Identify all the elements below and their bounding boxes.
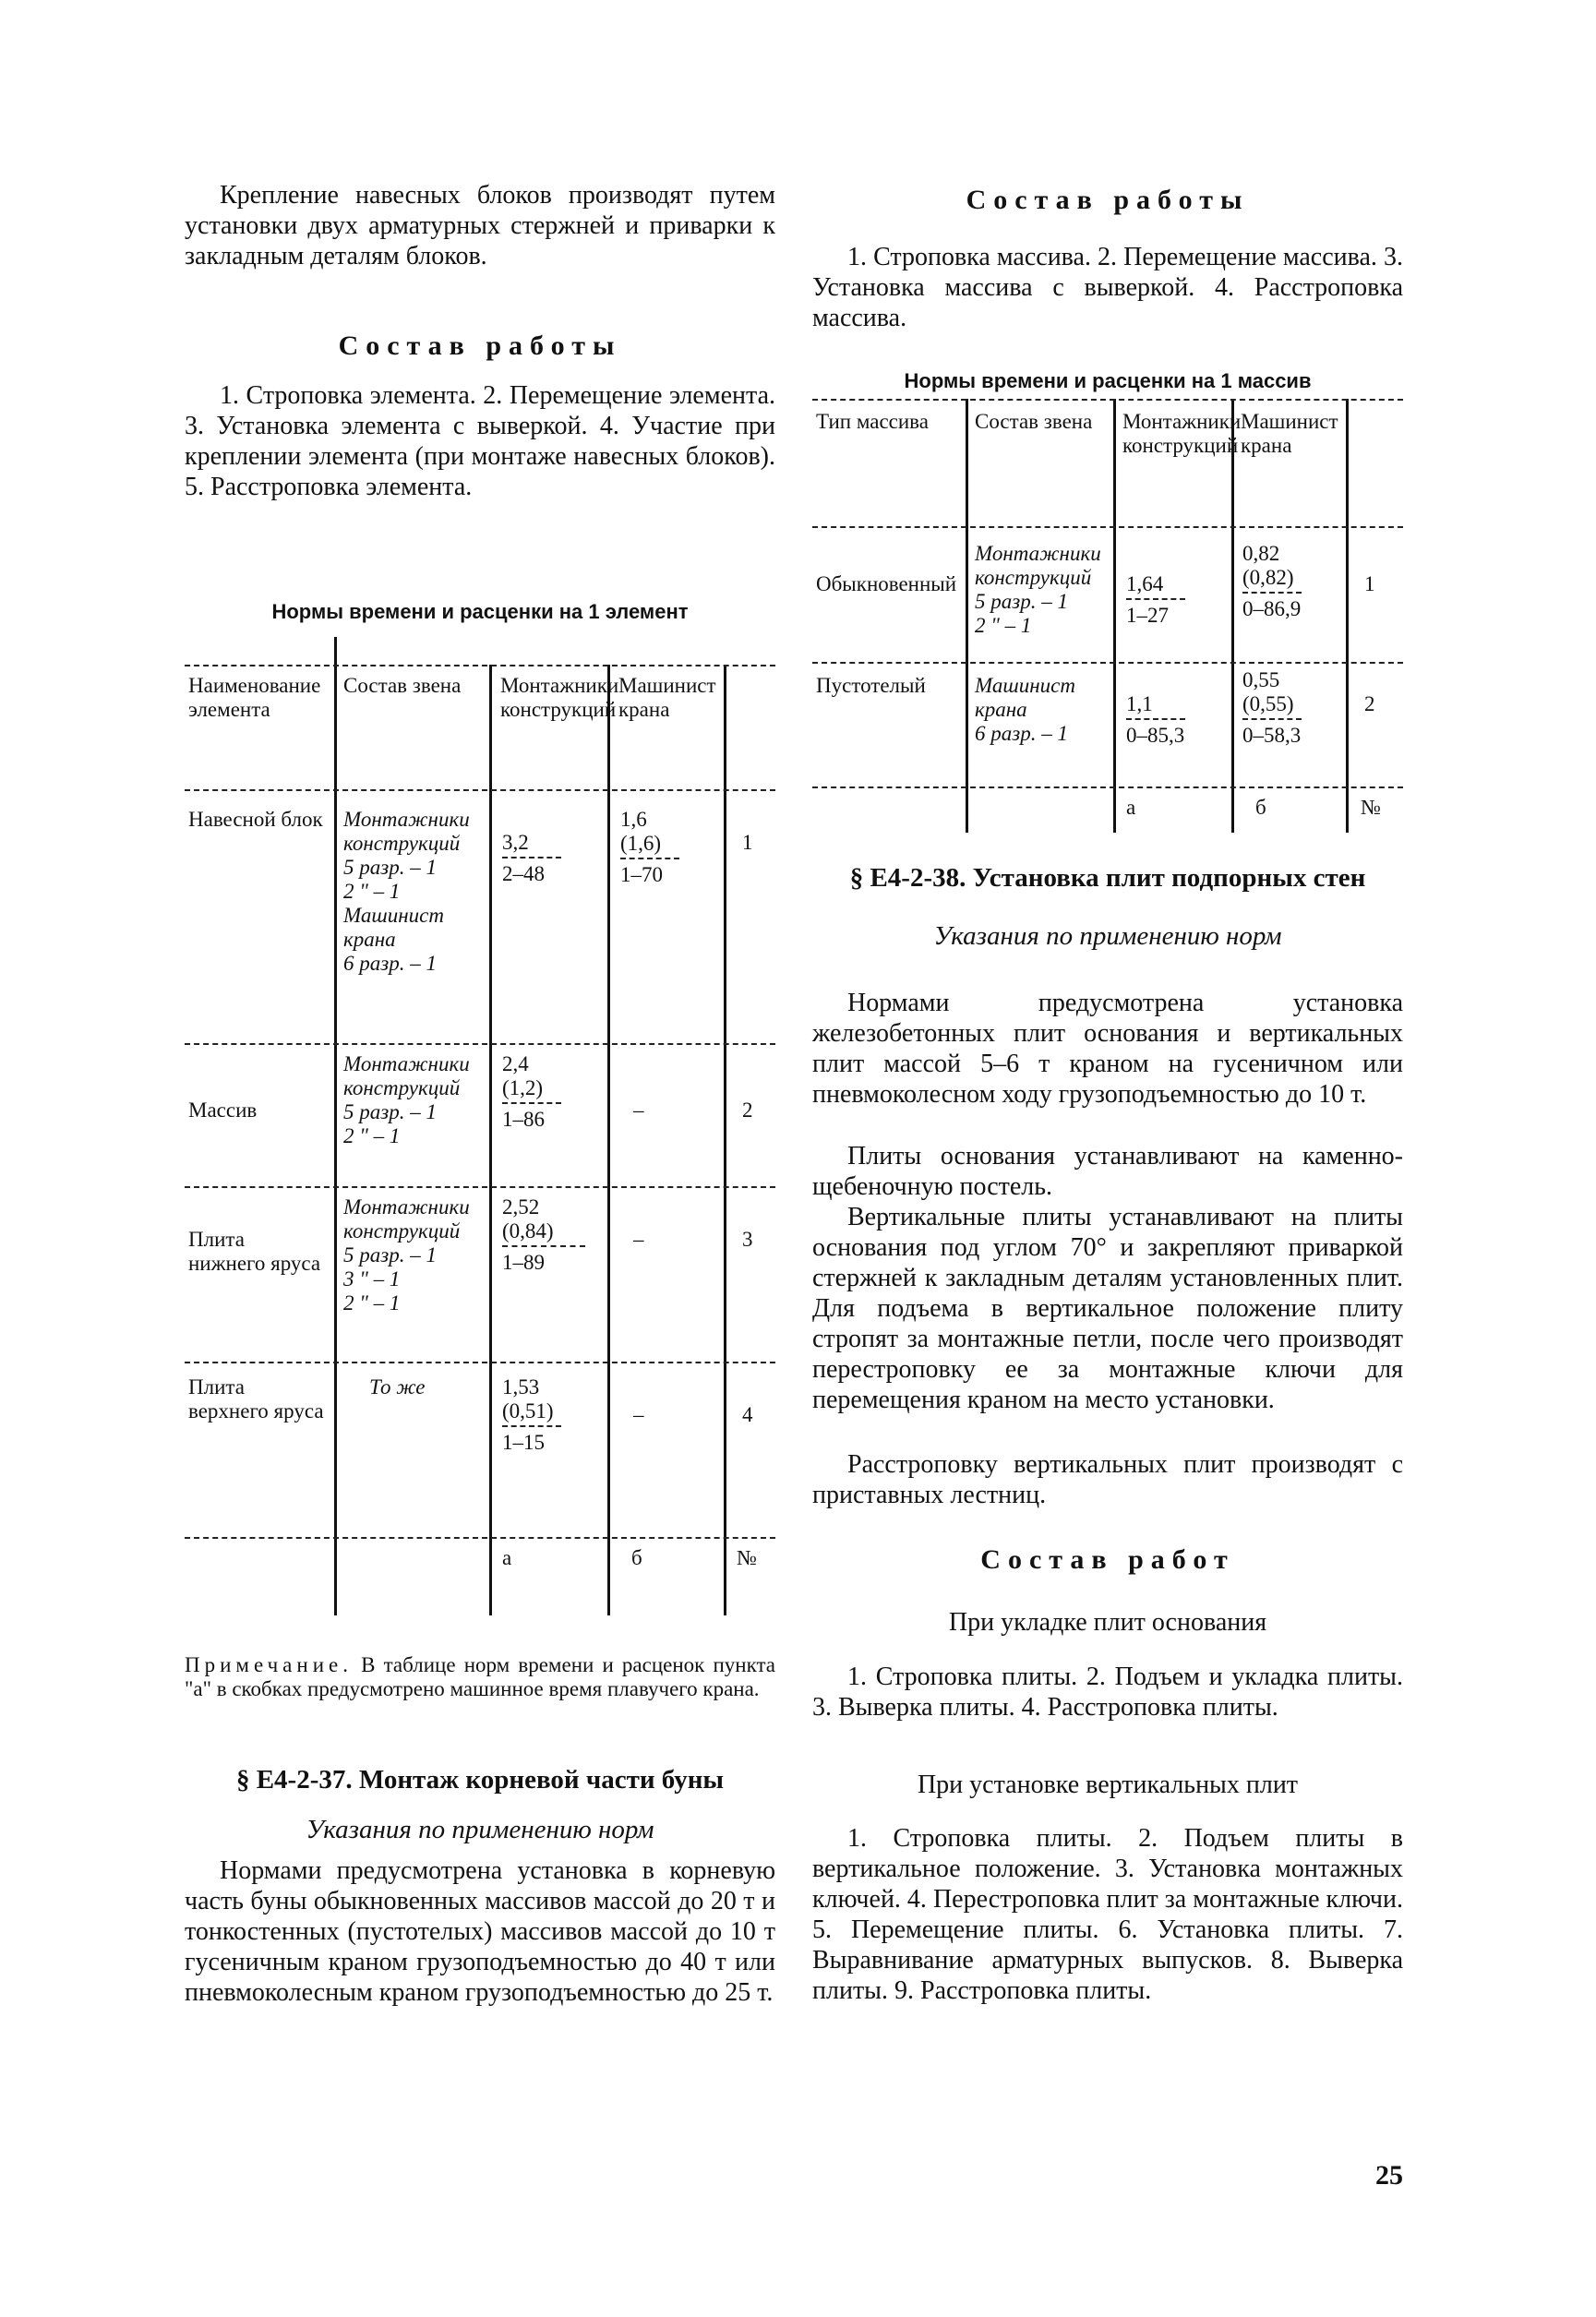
section-subtitle-left: Указания по применению норм	[306, 1815, 654, 1844]
row4-num: 4	[742, 1403, 753, 1426]
page-number: 25	[1375, 2160, 1403, 2191]
rfooter-a: а	[1126, 796, 1136, 819]
norms-table-left	[185, 637, 775, 1615]
header-installers: Монтажники конструкций	[500, 674, 619, 721]
section-subtitle-right: Указания по применению норм	[933, 921, 1282, 951]
sostav-title-left: Состав работы	[338, 330, 622, 361]
rrow2-a: 1,1 0–85,3	[1126, 692, 1185, 747]
row4-crew: То же	[369, 1375, 426, 1399]
footer-num: №	[737, 1546, 757, 1569]
sostav-title-right: Состав работы	[966, 185, 1250, 215]
subsection-base-plates: При укладке плит основания	[948, 1608, 1267, 1637]
row3-b: –	[633, 1228, 644, 1251]
row1-a: 3,2 2–48	[502, 831, 561, 886]
rrow1-name: Обыкновенный	[816, 572, 957, 595]
row4-name: Плита верхнего яруса	[188, 1375, 324, 1423]
note-label: Примечание.	[185, 1653, 353, 1676]
table-note	[185, 1653, 775, 1701]
row4-a: 1,53 (0,51) 1–15	[502, 1375, 561, 1455]
row2-b: –	[633, 1098, 644, 1122]
header-name: Наименование элемента	[188, 674, 321, 721]
rheader-crane-operator: Машинист крана	[1241, 410, 1338, 457]
row2-crew: Монтажники конструкций 5 разр. – 1 2 " – 1	[343, 1052, 470, 1147]
table-caption-left: Нормы времени и расценки на 1 элемент	[271, 600, 689, 623]
footer-b: б	[631, 1546, 642, 1569]
subsection-vertical-plates-text: 1. Строповка плиты. 2. Подъем плиты в вертикальное положение. 3. Установка монтажных ключей. 4. Перестроповка плит за монтажные ключи. 5. Перемещение плиты. 6. Установка плиты. 7. Выравнивание арматурных выпусков. 8. Выверка плиты. 9. Расстроповка плиты.	[812, 1824, 1403, 2005]
rrow2-name: Пустотелый	[816, 674, 926, 697]
row3-a: 2,52 (0,84) 1–89	[502, 1195, 585, 1275]
rheader-crew: Состав звена	[975, 410, 1093, 433]
footer-a: а	[502, 1546, 512, 1569]
rrow1-b: 0,82 (0,82) 0–86,9	[1242, 542, 1302, 620]
table-caption-right: Нормы времени и расценки на 1 массив	[904, 369, 1312, 392]
note-text: В таблице норм времени и расценок пункта "а" в скобках предусмотрено машинное время плавучего крана.	[185, 1653, 775, 1700]
rrow2-b: 0,55 (0,55) 0–58,3	[1242, 668, 1302, 747]
section-title-e4-2-37: § Е4-2-37. Монтаж корневой части буны	[235, 1765, 725, 1795]
row1-name: Навесной блок	[188, 808, 323, 831]
subsection-base-plates-text: 1. Строповка плиты. 2. Подъем и укладка плиты. 3. Выверка плиты. 4. Расстроповка плиты.	[812, 1663, 1403, 1722]
row2-name: Массив	[188, 1098, 258, 1122]
intro-paragraph: Крепление навесных блоков производят путем установки двух арматурных стержней и приварки к закладным деталям блоков.	[185, 181, 775, 270]
row3-name: Плита нижнего яруса	[188, 1228, 321, 1275]
rfooter-b: б	[1255, 796, 1266, 819]
row3-num: 3	[742, 1228, 753, 1251]
section-text-left: Нормами предусмотрена установка в корневую часть буны обыкновенных массивов массой до 20 т и тонкостенных (пустотелых) массивов массой до 10 т гусеничным краном грузоподъемностью до 40 т или пневмоколесным краном грузоподъемностью до 25 т.	[185, 1856, 775, 2007]
section-title-e4-2-38: § Е4-2-38. Установка плит подпорных стен	[849, 863, 1366, 893]
paragraph-2: Плиты основания устанавливают на каменно-щебеночную постель.	[812, 1142, 1403, 1201]
paragraph-1: Нормами предусмотрена установка железобетонных плит основания и вертикальных плит массой 5–6 т краном на гусеничном или пневмоколесном ходу грузоподъемностью до 10 т.	[812, 989, 1403, 1109]
rrow1-crew: Монтажники конструкций 5 разр. – 1 2 " – 1	[975, 542, 1101, 637]
rrow2-crew: Машинист крана 6 разр. – 1	[975, 674, 1075, 745]
row4-b: –	[633, 1403, 644, 1426]
subsection-vertical-plates: При установке вертикальных плит	[917, 1771, 1299, 1799]
row2-a: 2,4 (1,2) 1–86	[502, 1052, 561, 1132]
rfooter-num: №	[1361, 796, 1381, 819]
rrow1-num: 1	[1364, 572, 1375, 595]
row3-crew: Монтажники конструкций 5 разр. – 1 3 " – 1 2 " – 1	[343, 1195, 470, 1315]
rheader-type: Тип массива	[816, 410, 929, 433]
rrow1-a: 1,64 1–27	[1126, 572, 1185, 628]
row1-num: 1	[742, 831, 753, 854]
header-crane-operator: Машинист крана	[618, 674, 716, 721]
row1-crew: Монтажники конструкций 5 разр. – 1 2 " – 1 Машинист крана 6 разр. – 1	[343, 808, 470, 975]
row1-b: 1,6 (1,6) 1–70	[620, 808, 679, 887]
header-crew: Состав звена	[343, 674, 462, 697]
row2-num: 2	[742, 1098, 753, 1122]
sostav-works-title: Состав работ	[980, 1544, 1235, 1575]
sostav-text-left: 1. Строповка элемента. 2. Перемещение элемента. 3. Установка элемента с выверкой. 4. Участие при креплении элемента (при монтаже навесных блоков). 5. Расстроповка элемента.	[185, 381, 775, 501]
rheader-installers: Монтажники конструкций	[1122, 410, 1242, 457]
paragraph-4: Расстроповку вертикальных плит производят с приставных лестниц.	[812, 1450, 1403, 1509]
norms-table-right	[812, 399, 1403, 833]
rrow2-num: 2	[1364, 692, 1375, 715]
paragraph-3: Вертикальные плиты устанавливают на плиты основания под углом 70° и закрепляют приваркой стержней к закладным деталям установленных плит. Для подъема в вертикальное положение плиту стропят за монтажные петли, после чего производят перестроповку ее за монтажные ключи для перемещения краном на место установки.	[812, 1203, 1403, 1414]
sostav-text-right: 1. Строповка массива. 2. Перемещение массива. 3. Установка массива с выверкой. 4. Расстроповка массива.	[812, 243, 1403, 332]
